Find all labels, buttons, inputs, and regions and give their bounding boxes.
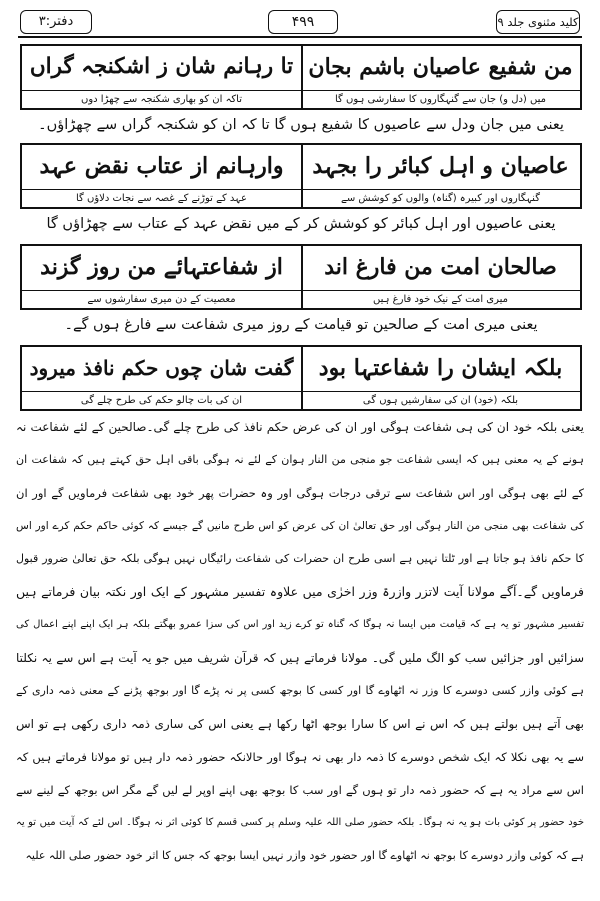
verse-right-hemistich [301,347,580,409]
commentary-line: سے یہ بھی نکلا کہ ایک شخص دوسرے کا ذمہ دار بھی نہ ہوگا اور حالانکہ حضور ذمہ دار ہیں تو مولانا فرماتے ہیں کہ [16,750,584,764]
verse-translation: گنہگاروں اور کبیرہ (گناہ) والوں کو کوشش سے [301,189,580,207]
commentary-line: ہے کوئی وازر کسی دوسرے کا وزر نہ اٹھاوے گا اور کسی کا بوجھ کسی پر نہ پڑے گا اور بوجھ پڑنے کے معنی ذمہ داری کے [16,684,584,697]
verse-right-hemistich [301,145,580,207]
commentary-line: کا حکم نافذ ہو جاتا ہے اور ٹلتا نہیں ہے اسی طرح ان حضرات کی شفاعت رائیگاں نہیں ہوگی بلکہ حق تعالیٰ ضرور قبول [16,552,584,565]
verse-box [20,143,582,209]
commentary-line: یعنی بلکہ خود ان کی ہی شفاعت ہوگی اور ان کی عرض حکم نافذ کی طرح چلے گی۔صالحین کے لئے شفاعت نہ [16,420,584,434]
commentary-paragraph [16,414,584,894]
verse-urdu-text: بلکہ ایشان را شفاعتہا بود [318,355,563,381]
verse-urdu-text: از شفاعتہائے من روز گزند [40,254,283,280]
verse-left-hemistich [22,145,303,207]
verse-urdu-text: وارہانم از عتاب نقض عہد [39,153,284,179]
verse-translation: میں (دل و) جان سے گنہگاروں کا سفارشی ہوں گا [301,90,580,108]
verse-urdu-text: گفت شان چوں حکم نافذ میرود [29,356,294,380]
commentary-line: کی شفاعت بھی منجی من النار ہوگی اور حق تعالیٰ ان کی عرض کو اس طرح مانیں گے جیسے کہ کوئی حاکم حکم کرے اور اس [16,520,584,532]
commentary-line: ہونے کے یہ معنی ہیں کہ ایسی شفاعت جو منجی من النار ہوان کے لئے نہ ہوگی باقی اہل حق کہتے ہیں کہ شفاعت ان [16,453,584,466]
verse-summary: یعنی میں جان ودل سے عاصیوں کا شفیع ہوں گا تا کہ ان کو شکنجہ گراں سے چھڑاؤں۔ [38,117,564,133]
commentary-line: فرماویں گے۔آگے مولانا آیت لاتزر وازرۃ وزر اخرٰی میں علاوہ تفسیر مشہور کے ایک اور نکتہ بیان فرماتے ہیں [16,584,584,599]
commentary-line: خود حضور پر کوئی بات ہو یہ نہ ہوگا۔ بلکہ حضور صلی اللہ علیہ وسلم پر کسی قسم کا کوئی اثر نہ ہوگا۔ اس لئے کہ آیت میں تو یہ [16,817,584,828]
verse-left-hemistich [22,347,303,409]
verse-urdu-text: عاصیان و اہل کبائر را بجہد [312,153,569,179]
verse-translation: بلکہ (خود) ان کی سفارشیں ہوں گی [301,391,580,409]
commentary-line: اس سے مراد یہ ہے کہ حضور ذمہ دار تو ہوں گے اور سب کا بوجھ بھی اپنے اوپر لے لیں گے مگر اس بوجھ کے لینے سے [16,783,584,797]
verse-translation: عہد کے توڑنے کے غصہ سے نجات دلاؤں گا [22,189,301,207]
verse-summary: یعنی عاصیوں اور اہل کبائر کو کوشش کر کے میں نقض عہد کے عتاب سے چھڑاؤں گا [46,216,556,232]
verse-box [20,44,582,110]
commentary-line: تفسیر مشہور تو یہ ہے کہ قیامت میں ایسا نہ ہوگا کہ گناہ تو کرے زید اور اس کی سزا عمرو بھگتے بلکہ ہر ایک اپنے اپنے اعمال کی [16,619,584,630]
verse-left-hemistich [22,246,303,308]
verse-translation: معصیت کے دن میری سفارشوں سے [22,290,301,308]
commentary-line: بھی آتے ہیں بولتے ہیں کہ اس نے اس کا سارا بوجھ اٹھا رکھا ہے یعنی اس کی ساری ذمہ داری رکھی ہے تو اس [16,717,584,731]
volume-label: دفتر:۳ [20,10,92,34]
verse-urdu-text: تا رہانم شان ز اشکنجہ گراں [29,54,294,79]
verse-box [20,244,582,310]
page-number: ۴۹۹ [268,10,338,34]
commentary-line: سزائیں اور جزائیں سب کو الگ ملیں گی۔ مولانا فرماتے ہیں کہ قرآن شریف میں جو یہ آیت ہے اس سے یہ نکلتا [16,651,584,665]
verse-right-hemistich [301,46,580,108]
verse-urdu-text: صالحان امت من فارغ اند [324,254,557,280]
page-header [18,8,582,38]
verse-right-hemistich [301,246,580,308]
verse-translation: ان کی بات چالو حکم کی طرح چلے گی [22,391,301,409]
verse-left-hemistich [22,46,303,108]
book-title: کلید مثنوی جلد ۹ [496,10,580,34]
commentary-line: کے لئے بھی ہوگی اور اس شفاعت سے ترقی درجات ہوگی اور وہ حضرات پھر خود بھی شفاعت فرماویں گے اور ان [16,486,584,500]
verse-translation: تاکہ ان کو بھاری شکنجہ سے چھڑا دوں [22,90,301,108]
verse-translation: میری امت کے نیک خود فارغ ہیں [301,290,580,308]
verse-urdu-text: من شفیع عاصیان باشم بجان [308,54,573,80]
commentary-line: ہے کہ کوئی وازر دوسرے کا بوجھ نہ اٹھاوے گا اور حضور خود وازر نہیں ایسا بوجھ کہ جس کا اثر خود حضور صلی اللہ علیہ [25,849,584,862]
verse-box [20,345,582,411]
verse-summary: یعنی میری امت کے صالحین تو قیامت کے روز میری شفاعت سے فارغ ہوں گے۔ [64,317,538,333]
